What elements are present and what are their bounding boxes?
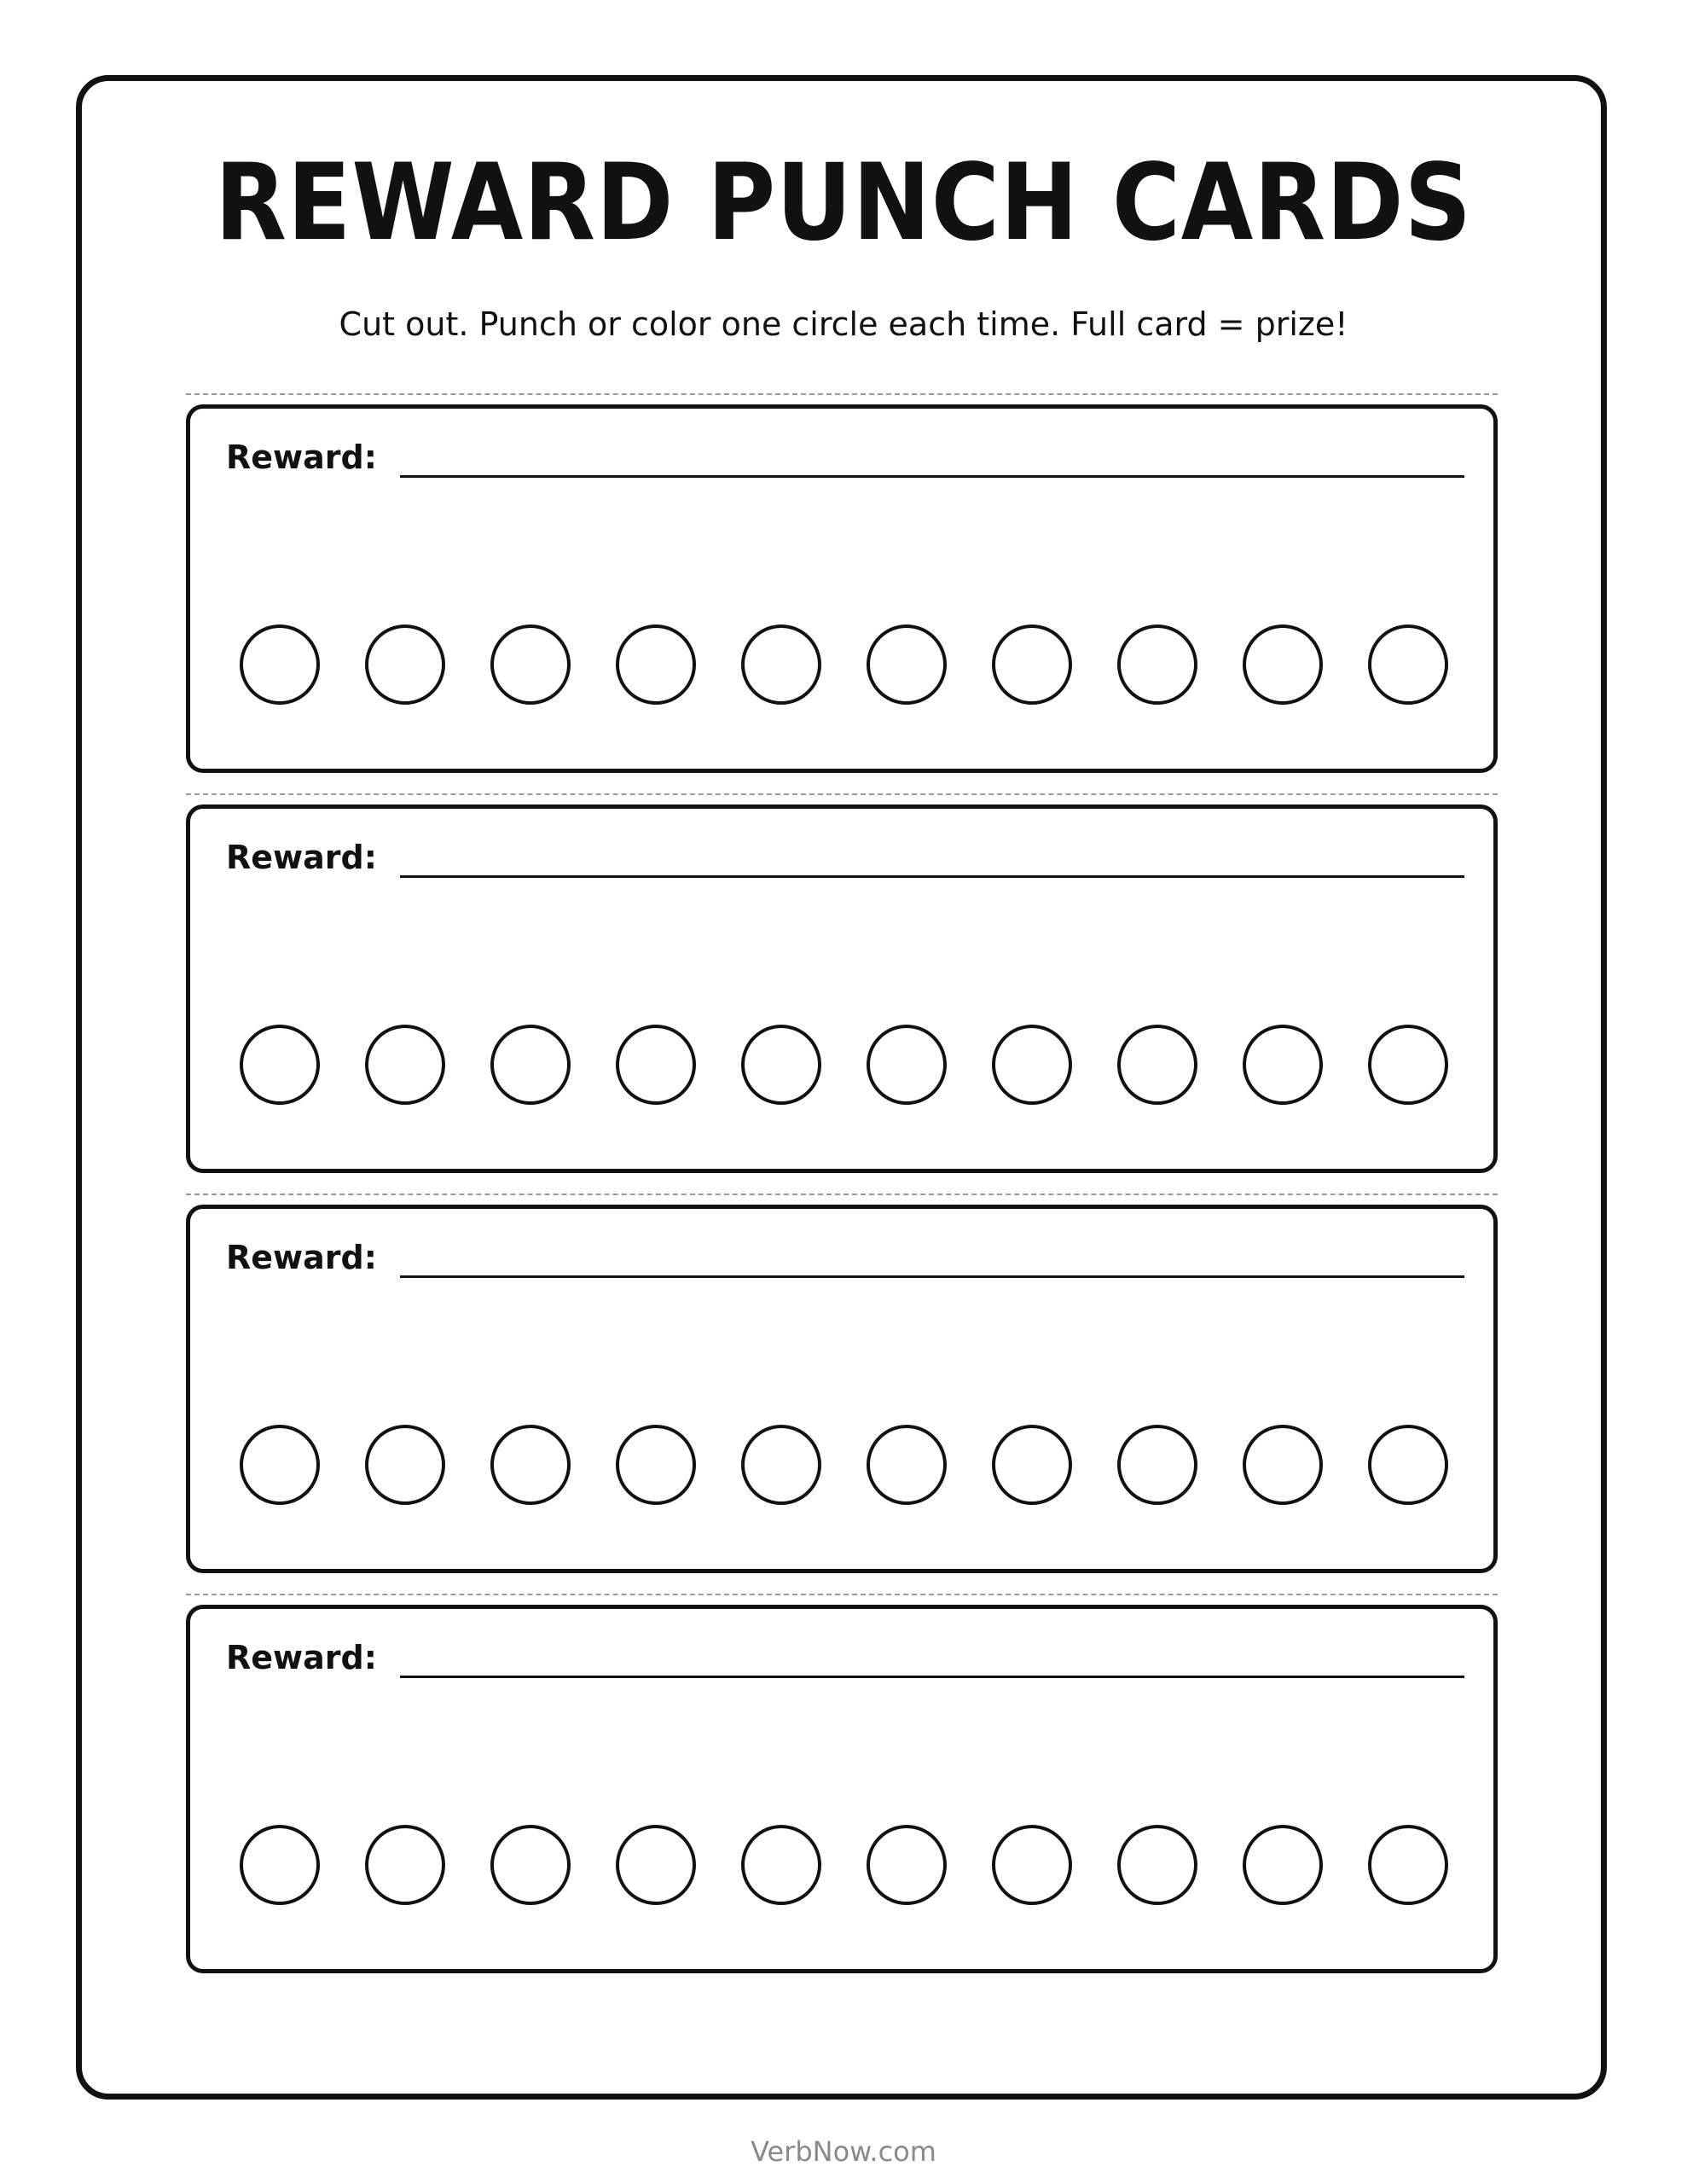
reward-write-line bbox=[400, 875, 1464, 878]
punch-circle[interactable] bbox=[992, 1025, 1072, 1105]
punch-circle[interactable] bbox=[365, 1025, 445, 1105]
punch-circle[interactable] bbox=[240, 1025, 320, 1105]
reward-write-line bbox=[400, 1676, 1464, 1678]
punch-card bbox=[186, 1605, 1498, 1973]
reward-label: Reward: bbox=[226, 1639, 377, 1676]
punch-card bbox=[186, 804, 1498, 1173]
cut-line bbox=[186, 393, 1498, 395]
punch-circle[interactable] bbox=[365, 1825, 445, 1905]
punch-card bbox=[186, 404, 1498, 773]
reward-write-line bbox=[400, 475, 1464, 478]
punch-circle[interactable] bbox=[1243, 1825, 1323, 1905]
punch-circle[interactable] bbox=[1117, 624, 1197, 705]
punch-circle[interactable] bbox=[992, 1825, 1072, 1905]
punch-circle[interactable] bbox=[490, 1425, 571, 1505]
punch-circle[interactable] bbox=[1368, 1825, 1448, 1905]
punch-circle[interactable] bbox=[616, 1825, 696, 1905]
punch-circle[interactable] bbox=[1117, 1025, 1197, 1105]
reward-label: Reward: bbox=[226, 1239, 377, 1276]
instructions-text: Cut out. Punch or color one circle each time. Full card = prize! bbox=[339, 305, 1348, 343]
punch-circle[interactable] bbox=[1243, 1025, 1323, 1105]
reward-label: Reward: bbox=[226, 839, 377, 876]
punch-circle[interactable] bbox=[365, 1425, 445, 1505]
punch-circle[interactable] bbox=[365, 624, 445, 705]
cut-line bbox=[186, 1594, 1498, 1595]
cut-line bbox=[186, 1194, 1498, 1195]
punch-circle[interactable] bbox=[240, 1425, 320, 1505]
punch-circle[interactable] bbox=[1243, 1425, 1323, 1505]
punch-circle[interactable] bbox=[1243, 624, 1323, 705]
punch-circle[interactable] bbox=[1368, 1425, 1448, 1505]
punch-circle[interactable] bbox=[867, 624, 947, 705]
reward-write-line bbox=[400, 1275, 1464, 1278]
punch-circle[interactable] bbox=[867, 1425, 947, 1505]
punch-circle[interactable] bbox=[616, 1025, 696, 1105]
punch-circle[interactable] bbox=[1368, 624, 1448, 705]
punch-circle[interactable] bbox=[616, 1425, 696, 1505]
page-title: REWARD PUNCH CARDS bbox=[215, 142, 1472, 264]
punch-circle[interactable] bbox=[240, 1825, 320, 1905]
punch-circle[interactable] bbox=[867, 1825, 947, 1905]
punch-circle[interactable] bbox=[992, 624, 1072, 705]
punch-circle[interactable] bbox=[490, 1825, 571, 1905]
punch-circle[interactable] bbox=[1117, 1825, 1197, 1905]
punch-circle[interactable] bbox=[616, 624, 696, 705]
reward-label: Reward: bbox=[226, 439, 377, 476]
punch-circle[interactable] bbox=[741, 1825, 821, 1905]
punch-circle[interactable] bbox=[741, 624, 821, 705]
cut-line bbox=[186, 793, 1498, 795]
punch-circle[interactable] bbox=[741, 1425, 821, 1505]
punch-circle[interactable] bbox=[741, 1025, 821, 1105]
punch-circle[interactable] bbox=[1368, 1025, 1448, 1105]
punch-circle[interactable] bbox=[992, 1425, 1072, 1505]
punch-circle[interactable] bbox=[1117, 1425, 1197, 1505]
punch-circle[interactable] bbox=[490, 1025, 571, 1105]
punch-card bbox=[186, 1205, 1498, 1573]
punch-circle[interactable] bbox=[490, 624, 571, 705]
footer-watermark: VerbNow.com bbox=[751, 2135, 936, 2168]
punch-circle[interactable] bbox=[867, 1025, 947, 1105]
punch-circle[interactable] bbox=[240, 624, 320, 705]
